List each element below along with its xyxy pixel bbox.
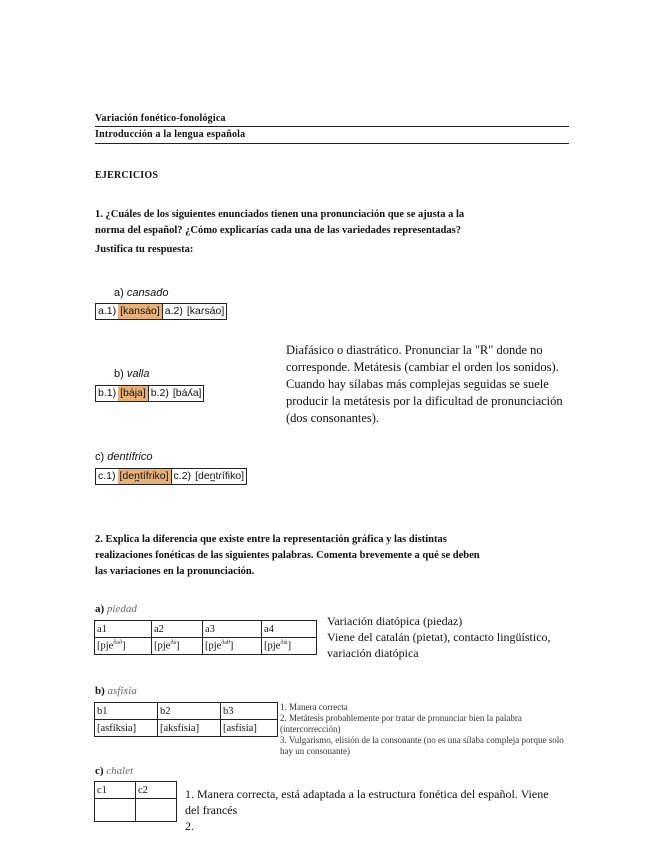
- q1-a-label: a) cansado: [114, 287, 169, 299]
- q2-text: 2. Explica la diferencia que existe entre la representación gráfica y las distintas realizaciones fonéticas de las siguientes palabras. Comenta brevemente a qué se deben las variaciones en la pronunciación.: [95, 534, 480, 577]
- q2-b-label: b) asfixia: [95, 685, 137, 697]
- q2-a-note: Variación diatópica (piedaz) Viene del catalán (pietat), contacto lingüístico, variación diatópica: [327, 614, 551, 660]
- q1-c-label: c) dentífrico: [95, 451, 153, 463]
- header-rule-1: [95, 126, 569, 127]
- q2-b-note: 1. Manera correcta 2. Metátesis probablemente por tratar de pronunciar bien la palabra (intercorrección) 3. Vulgarismo, elisión de la consonante (no es una sílaba compleja porque solo hay un consonante): [280, 702, 564, 756]
- q2-a-cell-3: [pje$^{ða\theta}$]: [203, 638, 262, 655]
- q2-c-table: c1 c2: [94, 781, 177, 822]
- q2-a-cell-2: [pje$^{ðá}$]: [152, 638, 203, 655]
- q1-b-label: b) valla: [114, 368, 150, 380]
- q1-b-option-1-highlight: [bája]: [120, 387, 146, 399]
- header-subject: Variación fonético-fonológica: [95, 113, 226, 124]
- q1-c-options: c.1) [den̪tífriko] c.2) [den̪tɾífiko]: [95, 468, 247, 485]
- q1-a-options: a.1) [kansáo] a.2) [kaɾsáo]: [95, 303, 227, 320]
- q1-a-option-1-highlight: [kansáo]: [120, 305, 160, 317]
- q1-c-option-1-highlight: [den̪tífriko]: [119, 470, 169, 482]
- q2-c-label: c) chalet: [95, 765, 134, 777]
- q2-a-table: a1 a2 a3 a4 [pje$^{ðað}$] [pje$^{ðá}$] [pje$^{ða\theta}$] [pje$^{ðát}$]: [94, 620, 317, 655]
- q2-b-table: b1 b2 b3 [asfíksia] [aksfísia] [asfísia]: [94, 702, 278, 737]
- q1-text: 1. ¿Cuáles de los siguientes enunciados tienen una pronunciación que se ajusta a la norma del español? ¿Cómo explicarías cada una de las variedades representadas? Justifica tu respuesta:: [95, 209, 465, 255]
- header-course: Introducción a la lengua española: [95, 129, 246, 140]
- q2-a-label: a) piedad: [95, 603, 137, 615]
- q2-a-cell-1: [pje$^{ðað}$]: [95, 638, 152, 655]
- q2-a-cell-4: [pje$^{ðát}$]: [262, 638, 317, 655]
- section-title: EJERCICIOS: [95, 170, 159, 181]
- header-rule-2: [95, 143, 569, 144]
- q1-b-options: b.1) [bája] b.2) [báʎa]: [95, 385, 204, 402]
- q1-answer-note: Diafásico o diastrático. Pronunciar la "R" donde no corresponde. Metátesis (cambiar el orden los sonidos). Cuando hay sílabas más complejas seguidas se suele producir la metátesis por la dificultad de pronunciación (dos consonantes).: [286, 343, 563, 425]
- q2-c-note: 1. Manera correcta, está adaptada a la estructura fonética del español. Viene del francés 2.: [185, 787, 549, 833]
